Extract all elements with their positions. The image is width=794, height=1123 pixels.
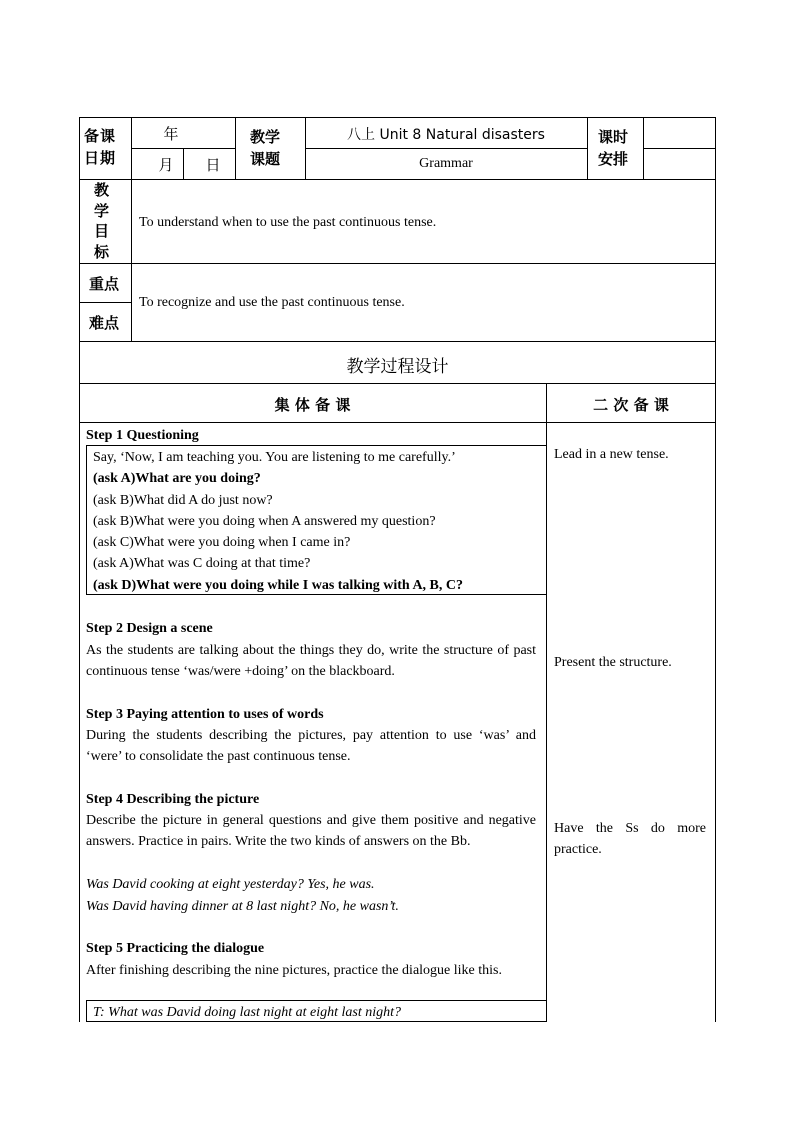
step1-line: (ask B)What did A do just now?	[93, 493, 273, 508]
step3-text: During the students describing the pictures, pay attention to use ‘was’ and ‘were’ to consolidate the past continuous tense.	[86, 728, 536, 765]
process-title: 教学过程设计	[346, 357, 449, 377]
secondary-note: Have the Ss do more practice.	[554, 821, 706, 858]
step1-title: Step 1 Questioning	[86, 428, 199, 443]
step1-line: (ask D)What were you doing while I was talking with A, B, C?	[93, 578, 464, 593]
step1-line: (ask B)What were you doing when A answered my question?	[93, 514, 436, 529]
objectives-label: 教学目标	[94, 181, 110, 261]
key-point-label: 重点	[89, 275, 120, 293]
objectives-text: To understand when to use the past continuous tense.	[139, 215, 437, 230]
topic-sub: Grammar	[419, 156, 473, 171]
step2-title: Step 2 Design a scene	[86, 621, 213, 636]
schedule-label: 课时安排	[598, 128, 629, 168]
step1-line: (ask C)What were you doing when I came in?	[93, 535, 351, 550]
topic-label: 教学课题	[250, 128, 281, 168]
step2-text: As the students are talking about the things they do, write the structure of past continuous tense ‘was/were +doing’ on the blackboard.	[86, 643, 536, 680]
step3-title: Step 3 Paying attention to uses of words	[86, 707, 324, 722]
step4-text: Describe the picture in general questions and give them positive and negative answers. Practice in pairs. Write the two kinds of answers on the Bb.	[86, 813, 536, 850]
secondary-note: Present the structure.	[554, 655, 672, 670]
step4-example: Was David having dinner at 8 last night? No, he wasn’t.	[86, 899, 399, 914]
year-label: 年	[163, 125, 179, 143]
step1-line: (ask A)What are you doing?	[93, 471, 261, 486]
topic-unit: 八上 Unit 8 Natural disasters	[347, 127, 545, 143]
key-points-text: To recognize and use the past continuous tense.	[139, 295, 405, 310]
step4-title: Step 4 Describing the picture	[86, 792, 260, 807]
day-label: 日	[205, 156, 221, 174]
collective-column-header: 集 体 备 课	[274, 396, 351, 414]
step1-line: Say, ‘Now, I am teaching you. You are listening to me carefully.’	[93, 450, 456, 465]
difficult-point-label: 难点	[89, 314, 120, 332]
month-label: 月	[158, 156, 174, 174]
date-label: 备课日期	[84, 127, 117, 167]
step5-text: After finishing describing the nine pictures, practice the dialogue like this.	[86, 963, 502, 978]
step5-dialogue: T: What was David doing last night at eight last night?	[93, 1005, 402, 1020]
secondary-note: Lead in a new tense.	[554, 447, 669, 462]
secondary-column-header: 二 次 备 课	[593, 396, 669, 414]
step1-line: (ask A)What was C doing at that time?	[93, 556, 311, 571]
step5-title: Step 5 Practicing the dialogue	[86, 941, 265, 956]
step4-example: Was David cooking at eight yesterday? Yes, he was.	[86, 877, 375, 892]
